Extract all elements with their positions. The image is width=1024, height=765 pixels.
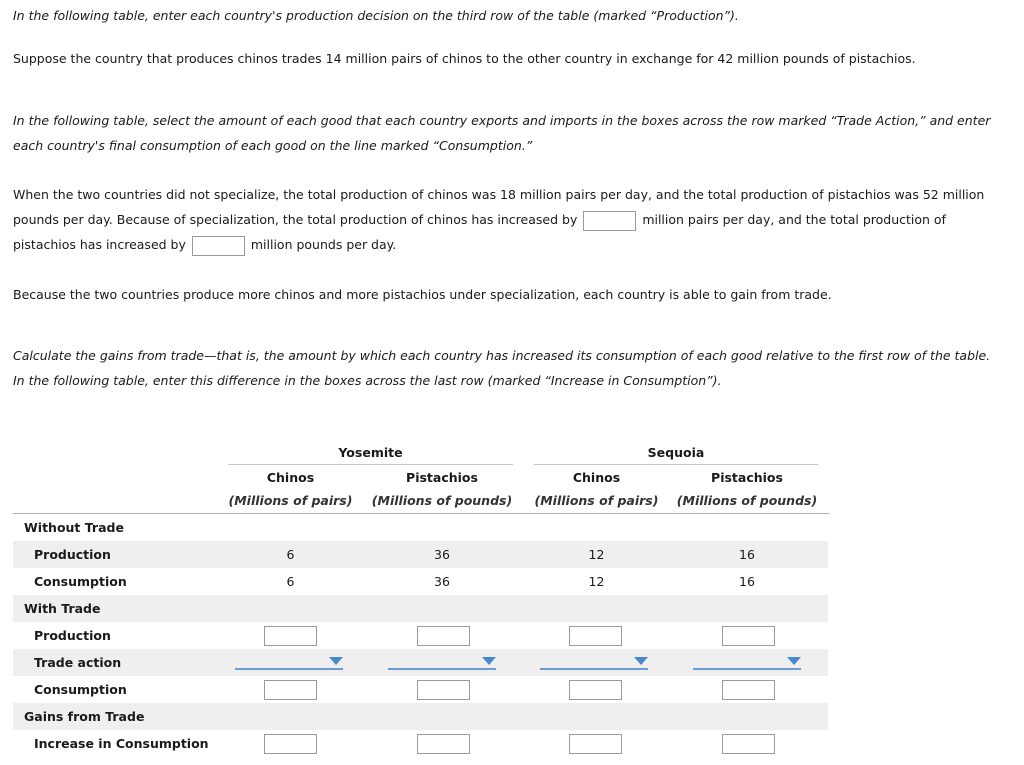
- col-header-yosemite-chinos: Chinos: [266, 470, 315, 485]
- totals-text-c: million pounds per day.: [250, 237, 397, 252]
- value-cell: 12: [588, 574, 605, 589]
- pistachios-increase-input[interactable]: [192, 236, 245, 256]
- trade-action-dropdown[interactable]: [693, 656, 801, 670]
- instruction-gain: Because the two countries produce more chinos and more pistachios under specialization, each country is able to gain from trade.: [13, 287, 832, 302]
- trade-action-dropdown[interactable]: [388, 656, 496, 670]
- col-header-sequoia-chinos: Chinos: [572, 470, 621, 485]
- instruction-trade-terms: Suppose the country that produces chinos trades 14 million pairs of chinos to the other country in exchange for 42 million pounds of pistachios.: [13, 51, 916, 66]
- row-label: Production: [34, 628, 111, 643]
- instruction-totals: [13, 182, 1003, 257]
- value-cell: 16: [739, 574, 755, 589]
- totals-text-b: million pairs per day, and the total production of pistachios has increased by: [13, 212, 946, 252]
- country-header-sequoia: Sequoia: [534, 442, 818, 465]
- value-cell: 12: [588, 547, 605, 562]
- row-without-trade-consumption: [13, 568, 828, 595]
- increase-input[interactable]: [722, 734, 775, 754]
- chevron-down-icon: [329, 657, 343, 665]
- production-input[interactable]: [264, 626, 317, 646]
- col-header-yosemite-pistachios: Pistachios: [406, 470, 478, 485]
- increase-input[interactable]: [264, 734, 317, 754]
- consumption-input[interactable]: [569, 680, 622, 700]
- instruction-gains-calc: Calculate the gains from trade—that is, the amount by which each country has increased its consumption of each good relative to the first row of the table. In the following table, enter this difference in the boxes across the last row (marked “Increase in Consumption”).: [13, 348, 991, 388]
- section-without-trade: [13, 514, 828, 541]
- row-label: Trade action: [34, 655, 122, 670]
- production-input[interactable]: [417, 626, 470, 646]
- row-label: Increase in Consumption: [34, 736, 209, 751]
- value-cell: 36: [434, 574, 450, 589]
- chevron-down-icon: [787, 657, 801, 665]
- trade-action-dropdown[interactable]: [540, 656, 648, 670]
- unit-sequoia-pistachios: (Millions of pounds): [676, 493, 818, 508]
- row-label: Production: [34, 547, 111, 562]
- consumption-input[interactable]: [264, 680, 317, 700]
- section-with-trade: [13, 595, 828, 622]
- row-with-trade-production: [13, 622, 828, 649]
- value-cell: 36: [434, 547, 450, 562]
- row-label: Consumption: [34, 682, 127, 697]
- chinos-increase-input[interactable]: [583, 211, 636, 231]
- totals-text-a: When the two countries did not specialize, the total production of chinos was 18 million pairs per day, and the total production of pistachios was 52 million pounds per day. Because of specialization, the total production of chinos has increased by: [13, 187, 985, 227]
- row-increase-in-consumption: [13, 730, 828, 757]
- unit-sequoia-chinos: (Millions of pairs): [534, 493, 659, 508]
- row-with-trade-consumption: [13, 676, 828, 703]
- consumption-input[interactable]: [417, 680, 470, 700]
- value-cell: 16: [739, 547, 755, 562]
- row-trade-action: [13, 649, 828, 676]
- country-header-yosemite: Yosemite: [228, 442, 513, 465]
- instruction-production: In the following table, enter each country's production decision on the third row of the table (marked “Production”).: [13, 8, 739, 23]
- chevron-down-icon: [634, 657, 648, 665]
- chevron-down-icon: [482, 657, 496, 665]
- unit-yosemite-pistachios: (Millions of pounds): [371, 493, 513, 508]
- value-cell: 6: [286, 574, 295, 589]
- row-without-trade-production: [13, 541, 828, 568]
- section-label: Gains from Trade: [24, 709, 145, 724]
- value-cell: 6: [286, 547, 295, 562]
- section-label: With Trade: [24, 601, 101, 616]
- consumption-input[interactable]: [722, 680, 775, 700]
- production-input[interactable]: [722, 626, 775, 646]
- increase-input[interactable]: [417, 734, 470, 754]
- production-input[interactable]: [569, 626, 622, 646]
- instruction-trade-action: In the following table, select the amount of each good that each country exports and imports in the boxes across the row marked “Trade Action,” and enter each country's final consumption of each good on the line marked “Consumption.”: [13, 113, 991, 153]
- trade-action-dropdown[interactable]: [235, 656, 343, 670]
- col-header-sequoia-pistachios: Pistachios: [711, 470, 783, 485]
- section-label: Without Trade: [24, 520, 124, 535]
- section-gains-from-trade: [13, 703, 828, 730]
- unit-yosemite-chinos: (Millions of pairs): [228, 493, 353, 508]
- row-label: Consumption: [34, 574, 127, 589]
- increase-input[interactable]: [569, 734, 622, 754]
